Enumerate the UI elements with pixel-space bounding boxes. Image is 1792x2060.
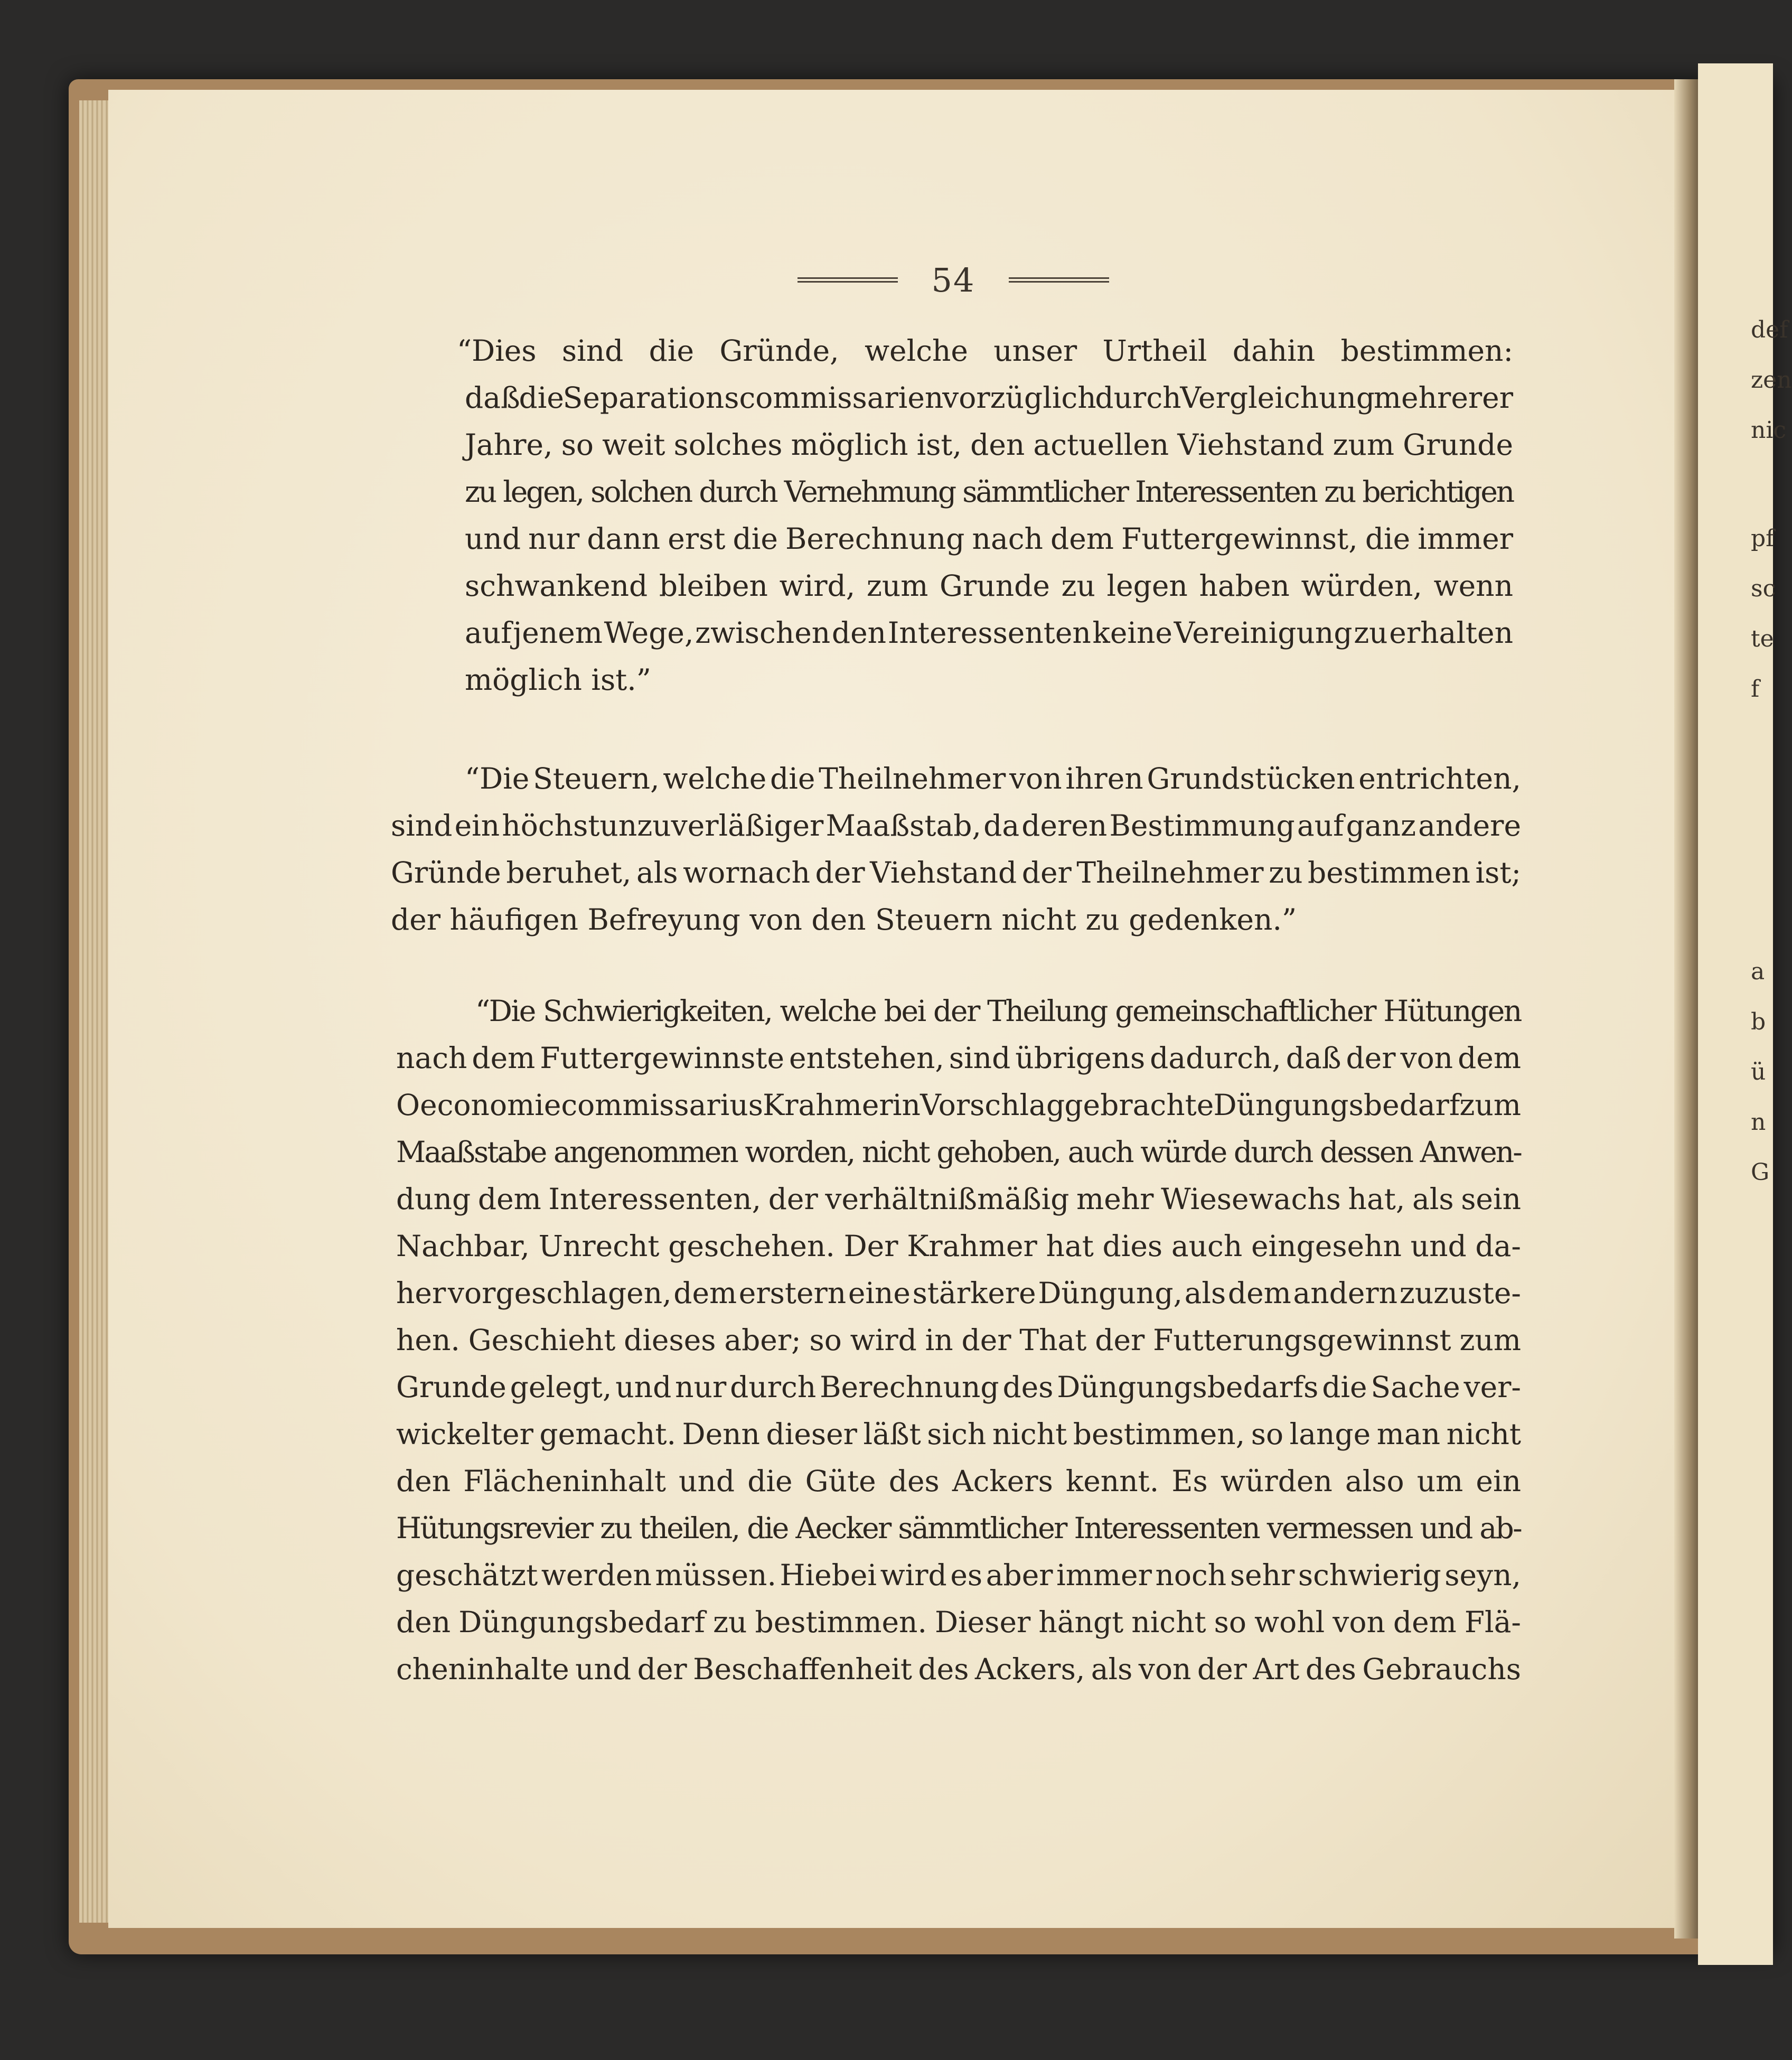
fragment: a	[1751, 958, 1765, 985]
text-line: möglich ist.”	[465, 663, 651, 697]
text-line: Hütungsrevier zu theilen, die Aecker sämmtlicher Interessenten vermessen und ab-	[396, 1511, 1521, 1545]
text-line: Gründe beruhet, als wornach der Viehstand der Theilnehmer zu bestimmen ist;	[391, 856, 1521, 889]
text-line: Grunde gelegt, und nur durch Berechnung des Düngungsbedarfs die Sache ver-	[396, 1370, 1521, 1404]
page-header	[739, 259, 1167, 301]
fragment: def	[1751, 316, 1788, 343]
text-line: “Die Schwierigkeiten, welche bei der Theilung gemeinschaftlicher Hütungen	[475, 994, 1521, 1028]
text-line: “Die Steuern, welche die Theilnehmer von ihren Grundstücken entrichten,	[465, 762, 1521, 795]
fragment: te	[1751, 625, 1774, 652]
text-line: cheninhalte und der Beschaffenheit des Ackers, als von der Art des Gebrauchs	[396, 1652, 1521, 1686]
fragment: n	[1751, 1109, 1766, 1136]
fragment: f	[1751, 676, 1760, 703]
text-line: den Flächeninhalt und die Güte des Ackers kennt. Es würden also um ein	[396, 1464, 1521, 1498]
fragment: ü	[1751, 1059, 1766, 1085]
text-line: wickelter gemacht. Denn dieser läßt sich nicht bestimmen, so lange man nicht	[396, 1417, 1521, 1451]
paragraph-1	[457, 327, 1513, 704]
text-line: daß die Separationscommissarien vorzüglich durch Vergleichung mehrerer	[465, 381, 1513, 415]
text-line: zu legen, solchen durch Vernehmung sämmtlicher Interessenten zu berichtigen	[465, 475, 1513, 509]
fragment: G	[1751, 1159, 1770, 1186]
fragment: zen	[1751, 367, 1792, 394]
text-line: Oeconomiecommissarius Krahmer in Vorschlag gebrachte Düngungsbedarf zum	[396, 1088, 1521, 1122]
fragment: pf	[1751, 525, 1775, 552]
paragraph-3	[396, 988, 1521, 1693]
text-line: Nachbar, Unrecht geschehen. Der Krahmer hat dies auch eingesehn und da-	[396, 1229, 1521, 1263]
header-rule-right	[1009, 277, 1109, 283]
text-line: sind ein höchstunzuverläßiger Maaßstab, da deren Bestimmung auf ganz andere	[391, 809, 1521, 842]
text-line: Maaßstabe angenommen worden, nicht gehoben, auch würde durch dessen Anwen-	[396, 1135, 1521, 1169]
text-line: und nur dann erst die Berechnung nach dem Futtergewinnst, die immer	[465, 522, 1513, 556]
paragraph-2	[391, 755, 1521, 943]
text-line: Jahre, so weit solches möglich ist, den actuellen Viehstand zum Grunde	[465, 428, 1513, 462]
text-line: her vorgeschlagen, dem erstern eine stärkere Düngung, als dem andern zuzuste-	[396, 1276, 1521, 1310]
text-line: nach dem Futtergewinnste entstehen, sind übrigens dadurch, daß der von dem	[396, 1041, 1521, 1075]
header-rule-left	[798, 277, 898, 283]
text-line: schwankend bleiben wird, zum Grunde zu legen haben würden, wenn	[465, 569, 1513, 603]
text-line: den Düngungsbedarf zu bestimmen. Dieser hängt nicht so wohl von dem Flä-	[396, 1605, 1521, 1639]
text-line: geschätzt werden müssen. Hiebei wird es aber immer noch sehr schwierig seyn,	[396, 1558, 1521, 1592]
text-line: auf jenem Wege, zwischen den Interessenten keine Vereinigung zu erhalten	[465, 616, 1513, 650]
text-line: hen. Geschieht dieses aber; so wird in der That der Futterungsgewinnst zum	[396, 1323, 1521, 1357]
fragment: sc	[1751, 575, 1776, 602]
text-line: “Dies sind die Gründe, welche unser Urtheil dahin bestimmen:	[457, 334, 1513, 368]
text-line: der häufigen Befreyung von den Steuern nicht zu gedenken.”	[391, 903, 1297, 937]
fragment: nic	[1751, 417, 1787, 444]
page-number: 54	[931, 260, 975, 299]
fragment: b	[1751, 1008, 1766, 1035]
right-page-fragments	[1751, 306, 1792, 1199]
text-line: dung dem Interessenten, der verhältnißmäßig mehr Wiesewachs hat, als sein	[396, 1182, 1521, 1216]
